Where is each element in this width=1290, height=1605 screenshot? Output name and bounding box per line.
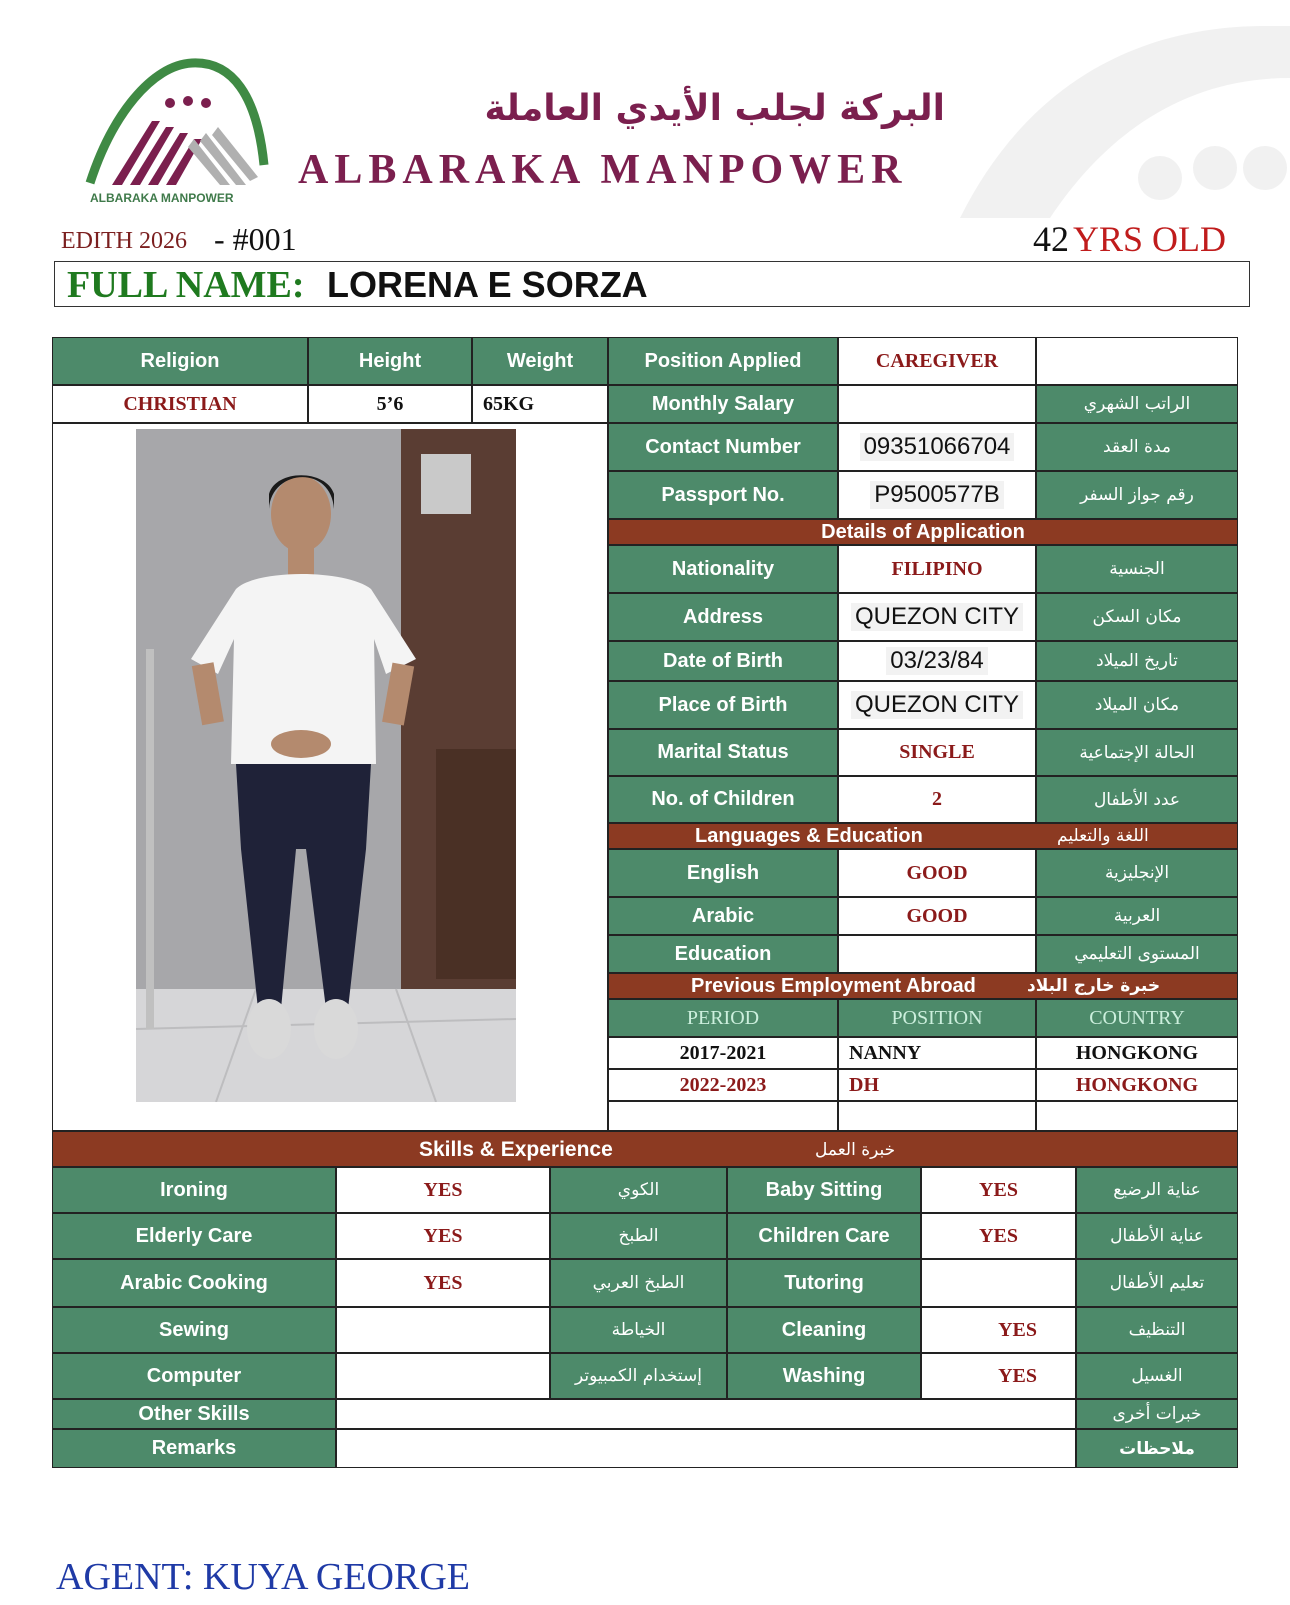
skill-value-baby-sitting: YES xyxy=(921,1167,1076,1213)
skill-value-ironing: YES xyxy=(336,1167,550,1213)
label-education: Education xyxy=(608,935,838,973)
value-marital-status: SINGLE xyxy=(838,729,1036,776)
label-date-of-birth: Date of Birth xyxy=(608,641,838,681)
employment-row-1-period: 2017-2021 xyxy=(608,1037,838,1069)
value-nationality: FILIPINO xyxy=(838,545,1036,593)
value-place-of-birth: QUEZON CITY xyxy=(838,681,1036,729)
value-position-applied: CAREGIVER xyxy=(838,337,1036,385)
skill-arabic-arabic-cooking: الطبخ العربي xyxy=(550,1259,727,1307)
company-logo xyxy=(82,55,272,210)
section-skills-header xyxy=(52,1131,1238,1167)
arabic-address: مكان السكن xyxy=(1036,593,1238,641)
skill-label-baby-sitting: Baby Sitting xyxy=(727,1167,921,1213)
label-place-of-birth: Place of Birth xyxy=(608,681,838,729)
languages-header-en: Languages & Education xyxy=(695,825,923,847)
skill-label-cleaning: Cleaning xyxy=(727,1307,921,1353)
value-contact-number: 09351066704 xyxy=(838,423,1036,471)
value-remarks xyxy=(336,1429,1076,1468)
skill-value-elderly-care: YES xyxy=(336,1213,550,1259)
skill-value-computer xyxy=(336,1353,550,1399)
company-name-arabic: البركة لجلب الأيدي العاملة xyxy=(484,88,945,129)
company-name-english: ALBARAKA MANPOWER xyxy=(298,147,908,193)
arabic-english: الإنجليزية xyxy=(1036,849,1238,897)
arabic-contact-number: مدة العقد xyxy=(1036,423,1238,471)
value-no-of-children: 2 xyxy=(838,776,1036,823)
age-number: 42 xyxy=(1032,219,1069,259)
value-religion: CHRISTIAN xyxy=(52,385,308,423)
employment-row-2-country: HONGKONG xyxy=(1036,1069,1238,1101)
employment-row-1-position: NANNY xyxy=(838,1037,1036,1069)
full-name-box xyxy=(54,261,1250,307)
logo-graphic xyxy=(82,55,272,210)
watermark-graphic xyxy=(960,18,1290,218)
full-name-value: LORENA E SORZA xyxy=(327,264,648,305)
header-height: Height xyxy=(308,337,472,385)
batch-label: EDITH 2026 xyxy=(61,228,187,254)
skill-value-children-care: YES xyxy=(921,1213,1076,1259)
employment-row-3-period xyxy=(608,1101,838,1131)
skill-label-washing: Washing xyxy=(727,1353,921,1399)
skill-label-computer: Computer xyxy=(52,1353,336,1399)
label-nationality: Nationality xyxy=(608,545,838,593)
skill-label-sewing: Sewing xyxy=(52,1307,336,1353)
employment-row-3-country xyxy=(1036,1101,1238,1131)
skill-arabic-ironing: الكوي xyxy=(550,1167,727,1213)
section-languages-header xyxy=(608,823,1238,849)
skill-label-ironing: Ironing xyxy=(52,1167,336,1213)
label-passport-no: Passport No. xyxy=(608,471,838,519)
skill-arabic-elderly-care: الطبخ xyxy=(550,1213,727,1259)
skill-label-arabic-cooking: Arabic Cooking xyxy=(52,1259,336,1307)
employment-header-en: Previous Employment Abroad xyxy=(691,975,976,997)
arabic-date-of-birth: تاريخ الميلاد xyxy=(1036,641,1238,681)
arabic-passport-no: رقم جواز السفر xyxy=(1036,471,1238,519)
arabic-remarks: ملاحظات xyxy=(1076,1429,1238,1468)
skill-value-arabic-cooking: YES xyxy=(336,1259,550,1307)
skills-header-ar: خبرة العمل xyxy=(815,1140,896,1160)
skill-value-washing: YES xyxy=(921,1353,1076,1399)
agent-name: AGENT: KUYA GEORGE xyxy=(56,1556,470,1598)
arabic-place-of-birth: مكان الميلاد xyxy=(1036,681,1238,729)
label-marital-status: Marital Status xyxy=(608,729,838,776)
section-details-header: Details of Application xyxy=(608,519,1238,545)
full-name-label: FULL NAME: xyxy=(67,264,305,306)
value-address: QUEZON CITY xyxy=(838,593,1036,641)
applicant-code: - #001 xyxy=(214,221,297,257)
employment-row-2-period: 2022-2023 xyxy=(608,1069,838,1101)
employment-row-3-position xyxy=(838,1101,1036,1131)
skill-arabic-washing: الغسيل xyxy=(1076,1353,1238,1399)
age-block xyxy=(1010,218,1226,260)
header-religion: Religion xyxy=(52,337,308,385)
col-country: COUNTRY xyxy=(1036,999,1238,1037)
label-arabic: Arabic xyxy=(608,897,838,935)
label-other-skills: Other Skills xyxy=(52,1399,336,1429)
skill-label-children-care: Children Care xyxy=(727,1213,921,1259)
value-weight: 65KG xyxy=(472,385,608,423)
skill-value-sewing xyxy=(336,1307,550,1353)
arabic-nationality: الجنسية xyxy=(1036,545,1238,593)
label-monthly-salary: Monthly Salary xyxy=(608,385,838,423)
arabic-position-applied xyxy=(1036,337,1238,385)
employment-row-1-country: HONGKONG xyxy=(1036,1037,1238,1069)
skill-value-tutoring xyxy=(921,1259,1076,1307)
applicant-photo xyxy=(136,429,516,1102)
label-english: English xyxy=(608,849,838,897)
header-weight: Weight xyxy=(472,337,608,385)
skills-header-en: Skills & Experience xyxy=(419,1138,613,1161)
value-monthly-salary xyxy=(838,385,1036,423)
value-other-skills xyxy=(336,1399,1076,1429)
value-arabic: GOOD xyxy=(838,897,1036,935)
arabic-marital-status: الحالة الإجتماعية xyxy=(1036,729,1238,776)
col-position: POSITION xyxy=(838,999,1036,1037)
value-passport-no: P9500577B xyxy=(838,471,1036,519)
skill-value-cleaning: YES xyxy=(921,1307,1076,1353)
arabic-arabic: العربية xyxy=(1036,897,1238,935)
section-employment-header xyxy=(608,973,1238,999)
label-no-of-children: No. of Children xyxy=(608,776,838,823)
value-date-of-birth: 03/23/84 xyxy=(838,641,1036,681)
label-contact-number: Contact Number xyxy=(608,423,838,471)
employment-row-2-position: DH xyxy=(838,1069,1036,1101)
skill-arabic-tutoring: تعليم الأطفال xyxy=(1076,1259,1238,1307)
label-remarks: Remarks xyxy=(52,1429,336,1468)
label-address: Address xyxy=(608,593,838,641)
logo-caption: ALBARAKA MANPOWER xyxy=(90,191,234,205)
value-education xyxy=(838,935,1036,973)
skill-arabic-computer: إستخدام الكمبيوتر xyxy=(550,1353,727,1399)
age-text: YRS OLD xyxy=(1072,219,1226,259)
arabic-other-skills: خبرات أخرى xyxy=(1076,1399,1238,1429)
languages-header-ar: اللغة والتعليم xyxy=(1057,826,1149,846)
skill-arabic-sewing: الخياطة xyxy=(550,1307,727,1353)
value-height: 5’6 xyxy=(308,385,472,423)
skill-label-tutoring: Tutoring xyxy=(727,1259,921,1307)
arabic-education: المستوى التعليمي xyxy=(1036,935,1238,973)
value-english: GOOD xyxy=(838,849,1036,897)
arabic-monthly-salary: الراتب الشهري xyxy=(1036,385,1238,423)
label-position-applied: Position Applied xyxy=(608,337,838,385)
skill-arabic-children-care: عناية الأطفال xyxy=(1076,1213,1238,1259)
skill-label-elderly-care: Elderly Care xyxy=(52,1213,336,1259)
skill-arabic-cleaning: التنظيف xyxy=(1076,1307,1238,1353)
arabic-no-of-children: عدد الأطفال xyxy=(1036,776,1238,823)
employment-header-ar: خبرة خارج البلاد xyxy=(1027,976,1161,996)
skill-arabic-baby-sitting: عناية الرضيع xyxy=(1076,1167,1238,1213)
col-period: PERIOD xyxy=(608,999,838,1037)
